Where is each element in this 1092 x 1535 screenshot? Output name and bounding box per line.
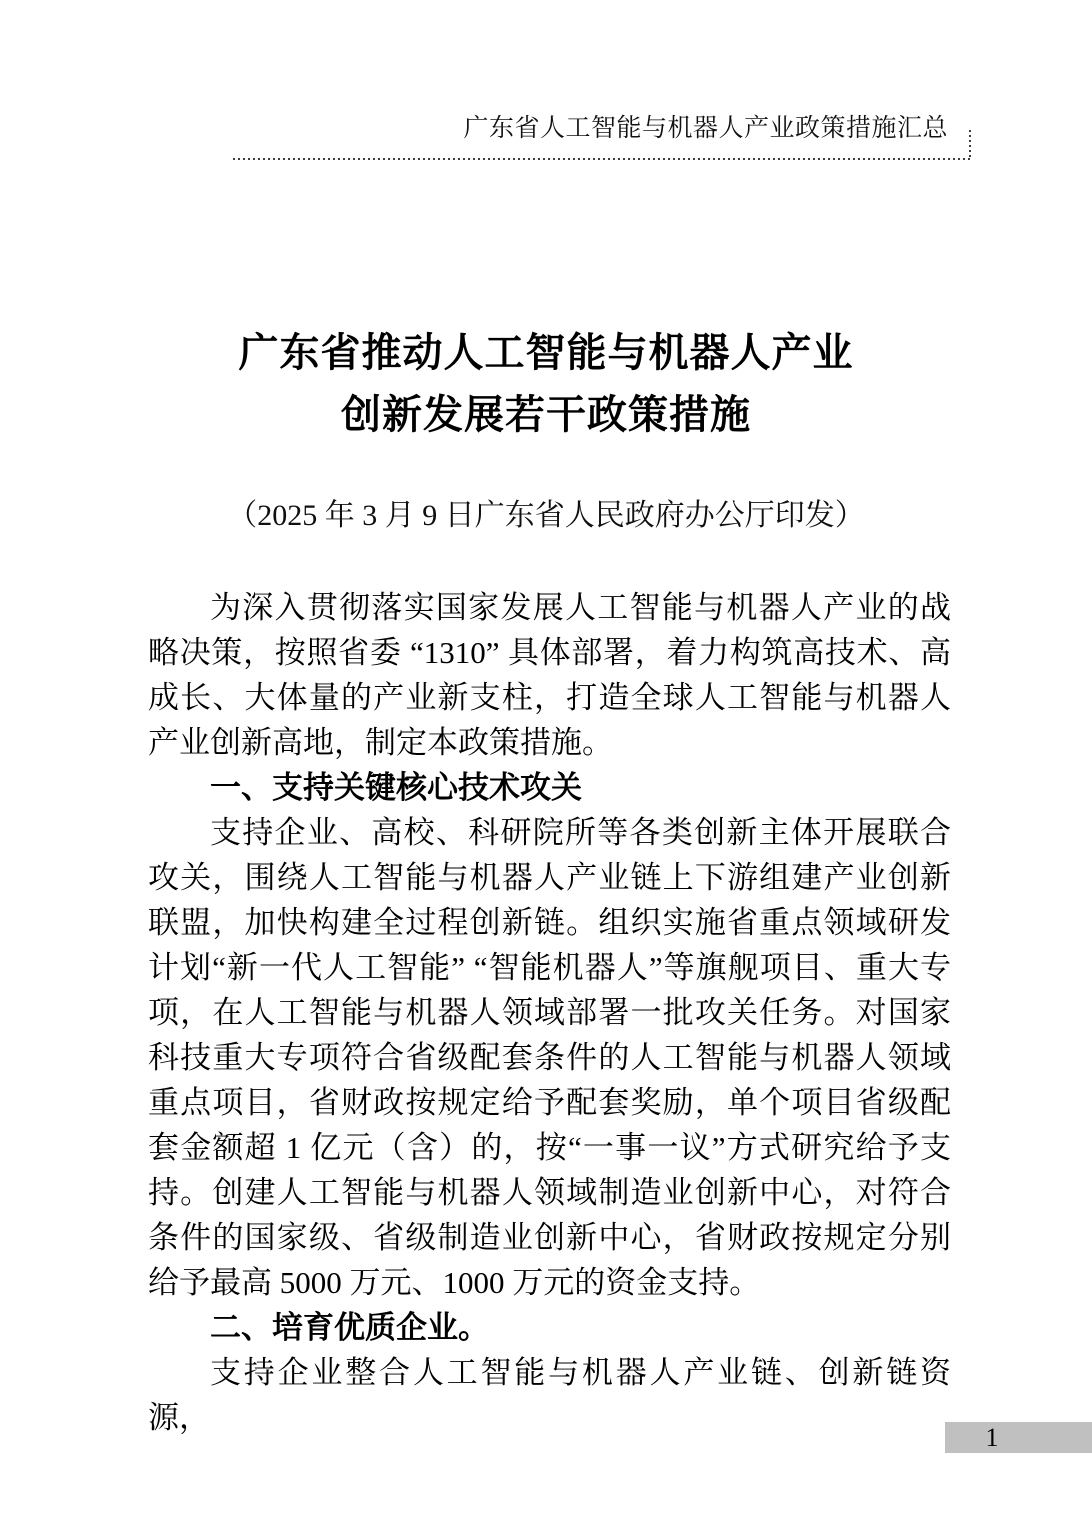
body-paragraph-section2: 支持企业整合人工智能与机器人产业链、创新链资源，	[148, 1355, 951, 1435]
page-number-bar	[945, 1422, 1092, 1453]
header-rule	[233, 158, 971, 160]
document-title	[0, 322, 1092, 446]
section-heading-2: 二、培育优质企业。	[210, 1310, 489, 1345]
page-number: 1	[985, 1423, 999, 1452]
document-title-line1: 广东省推动人工智能与机器人产业	[238, 330, 854, 375]
body-paragraph-intro: 为深入贯彻落实国家发展人工智能与机器人产业的战略决策，按照省委 “1310” 具体部署，着力构筑高技术、高成长、大体量的产业新支柱，打造全球人工智能与机器人产业创新高地，制定本政策措施。	[148, 590, 951, 760]
running-header-title: 广东省人工智能与机器人产业政策措施汇总	[463, 115, 948, 142]
issue-dateline: （2025 年 3 月 9 日广东省人民政府办公厅印发）	[227, 499, 865, 532]
body-paragraph-section1: 支持企业、高校、科研院所等各类创新主体开展联合攻关，围绕人工智能与机器人产业链上下游组建产业创新联盟，加快构建全过程创新链。组织实施省重点领域研发计划“新一代人工智能” “智能机器人”等旗舰项目、重大专项，在人工智能与机器人领域部署一批攻关任务。对国家科技重大专项符合省级配套条件的人工智能与机器人领域重点项目，省财政按规定给予配套奖励，单个项目省级配套金额超 1 亿元（含）的，按“一事一议”方式研究给予支持。创建人工智能与机器人领域制造业创新中心，对符合条件的国家级、省级制造业创新中心，省财政按规定分别给予最高 5000 万元、1000 万元的资金支持。	[148, 815, 951, 1300]
document-title-line2: 创新发展若干政策措施	[341, 392, 751, 437]
body-column	[148, 585, 951, 1440]
section-heading-1: 一、支持关键核心技术攻关	[210, 770, 582, 805]
header-rule-corner	[969, 130, 971, 160]
